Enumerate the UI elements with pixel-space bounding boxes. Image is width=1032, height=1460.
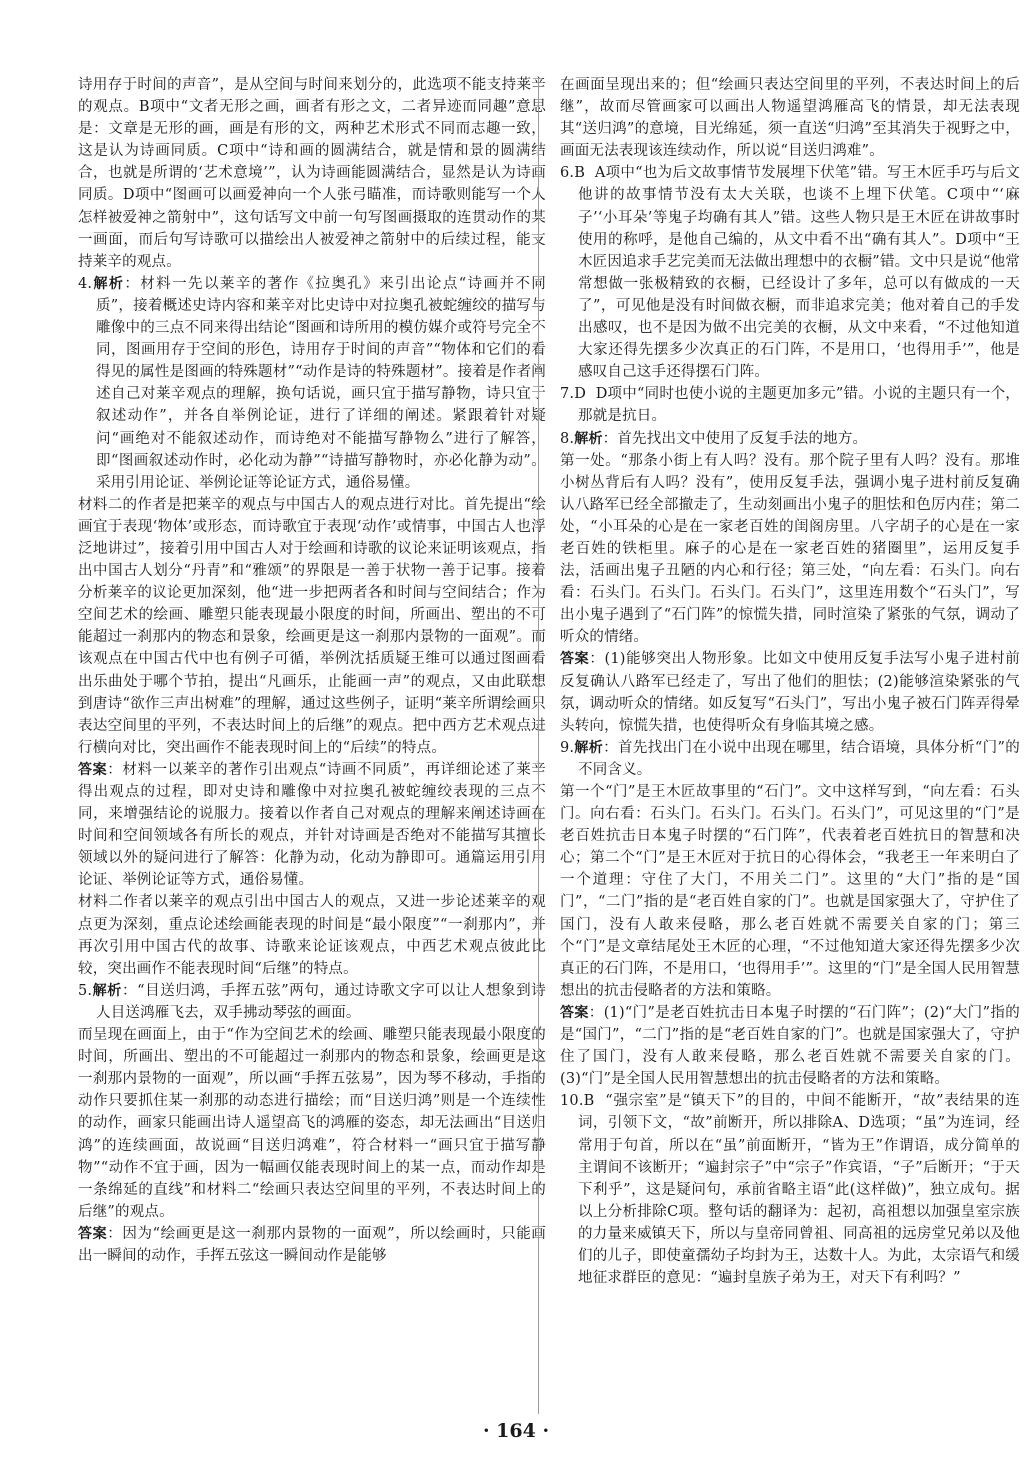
q8-answer — [560, 648, 1020, 736]
q4-analysis-text: ：材料一先以莱辛的著作《拉奥孔》来引出论点“诗画并不同质”，接着概述史诗内容和莱辛对比史诗中对拉奥孔被蛇缠绞的描写与雕像中的三点不同来得出结论“图画和诗所用的模仿媒介或符号完全不同，图画用存于空间的形色，诗用存于时间的声音”“物体和它们的看得见的属性是图画的特殊题材”“动作是诗的特殊题材”。接着是作者阐述自己对莱辛观点的理解，换句话说，画只宜于描写静物，诗只宜于叙述动作”，并各自举例论证，进行了详细的阐述。紧跟着针对疑问“画绝对不能叙述动作，而诗绝对不能描写静物么”进行了解答，即“图画叙述动作时，必化动为静”“诗描写静物时，亦必化静为动”。采用引用论证、举例论证等论证方式，通俗易懂。 — [96, 275, 546, 491]
q4-number: 4. — [78, 275, 93, 292]
q6-text: A项中“也为后文故事情节发展埋下伏笔”错。写王木匠手巧与后文他讲的故事情节没有太大关联，也谈不上埋下伏笔。C项中“‘麻子’‘小耳朵’等鬼子均确有其人”错。这些人物只是王木匠在讲故事时使用的称呼，是他自己编的，从文中看不出“确有其人”。D项中“王木匠因追求手艺完美而无法做出理想中的衣橱”错。文中只是说“他常常想做一张极精致的衣橱，已经设计了多年，总可以有做成的一天了”，可见他是没有时间做衣橱，而非追求完美；他对着自己的手发出感叹，也不是因为做不出完美的衣橱，从文中来看，“不过他知道大家还得先摆多少次真正的石门阵，不是用口，‘也得用手’”，他是感叹自己这手还得摆石门阵。 — [578, 165, 1020, 381]
q8-analysis — [560, 428, 1020, 450]
q10-number: 10.B — [560, 1093, 595, 1110]
q8-answer-label: 答案 — [560, 651, 590, 668]
q4-analysis — [78, 273, 546, 494]
q5-number: 5. — [78, 982, 93, 999]
q6-answer — [560, 162, 1020, 383]
q10-answer — [560, 1090, 1020, 1289]
q5-answer-label: 答案 — [78, 1225, 108, 1242]
right-column — [560, 74, 1020, 1289]
q9-answer-label: 答案 — [560, 1004, 589, 1021]
q7-answer — [560, 383, 1020, 427]
q4-analysis-label: 解析 — [92, 275, 125, 292]
q5-analysis-text: ：“目送归鸿，手挥五弦”两句，通过诗歌文字可以让人想象到诗人目送鸿雁飞去，双手拂动琴弦的画面。 — [96, 982, 547, 1021]
q5-analysis-label: 解析 — [92, 982, 122, 999]
q7-text: D项中“同时也使小说的主题更加多元”错。小说的主题只有一个，那就是抗日。 — [578, 386, 1021, 425]
q8-number: 8. — [560, 430, 575, 447]
q9-number: 9. — [560, 739, 575, 756]
q5-analysis — [78, 980, 546, 1024]
q5-answer-text: ：因为“绘画更是这一刹那内景物的一面观”，所以绘画时，只能画出一瞬间的动作，手挥五弦这一瞬间动作是能够 — [78, 1225, 546, 1264]
q7-number: 7.D — [560, 386, 587, 403]
q9-answer — [560, 1002, 1020, 1090]
q8-analysis-text: ：首先找出文中使用了反复手法的地方。 — [602, 430, 868, 447]
q3-analysis-continuation: 诗用存于时间的声音”，是从空间与时间来划分的，此选项不能支持莱辛的观点。B项中“文者无形之画，画者有形之文，二者异迹而同趣”意思是：文章是无形的画，画是有形的文，两种艺术形式不同而志趣一致，这是认为诗画同质。C项中“诗和画的圆满结合，就是情和景的圆满结合，也就是所谓的‘艺术意境’”，认为诗画能圆满结合，显然是认为诗画同质。D项中“图画可以画爱神向一个人张弓瞄准，而诗歌则能写一个人怎样被爱神之箭射中”，这句话写文中前一句写图画摄取的连贯动作的某一画面，而后句写诗歌可以描绘出人被爱神之箭射中的后续过程，能支持莱辛的观点。 — [78, 77, 546, 270]
q9-analysis-label: 解析 — [574, 739, 604, 756]
q5-analysis-detail: 而呈现在画面上，由于“作为空间艺术的绘画、雕塑只能表现最小限度的时间，所画出、塑出的不可能超过一刹那内的物态和景象，绘画更是这一刹那内景物的一面观”，所以画“手挥五弦易”，因为琴不移动，手指的动作只要抓住某一刹那的动态进行描绘；而“目送归鸿”则是一个连续性的动作，画家只能画出诗人遥望高飞的鸿雁的姿态，却无法画出“目送归鸿”的连续画面，故说画“目送归鸿难”，符合材料一“画只宜于描写静物”“动作不宜于画，因为一幅画仅能表现时间上的某一点，而动作却是一条绵延的直线”和材料二“绘画只表达空间里的平列，不表达时间上的后继”的观点。 — [78, 1027, 546, 1220]
q4-answer-material-two: 材料二作者以莱辛的观点引出中国古人的观点，又进一步论述莱辛的观点更为深刻，重点论述绘画能表现的时间是“最小限度”“一刹那内”，并再次引用中国古代的故事、诗歌来论证该观点，中西艺术观点彼此比较，突出画作不能表现时间“后继”的特点。 — [78, 894, 546, 977]
q9-analysis-text: ：首先找出门在小说中出现在哪里，结合语境，具体分析“门”的不同含义。 — [578, 739, 1020, 778]
q8-analysis-detail: 第一处。“那条小街上有人吗？没有。那个院子里有人吗？没有。那堆小树丛背后有人吗？没有”，使用反复手法，强调小鬼子进村前反复确认八路军已经全部撤走了，生动刻画出小鬼子的胆怯和色厉内荏；第二处，“小耳朵的心是在一家老百姓的闺阁房里。八字胡子的心是在一家老百姓的铁柜里。麻子的心是在一家老百姓的猪圈里”，运用反复手法，活画出鬼子丑陋的内心和行径；第三处，“向左看：石头门。向右看：石头门。石头门。石头门。石头门”，这里连用数个“石头门”，写出小鬼子遇到了“石门阵”的惊慌失措，同时渲染了紧张的气氛，调动了听众的情绪。 — [560, 452, 1020, 646]
q8-answer-text: ：(1)能够突出人物形象。比如文中使用反复手法写小鬼子进村前反复确认八路军已经走了，写出了他们的胆怯；(2)能够渲染紧张的气氛，调动听众的情绪。如反复写“石头门”，写出小鬼子被石门阵弄得晕头转向，惊慌失措，也使得听众有身临其境之感。 — [560, 651, 1020, 734]
q9-answer-text: ：(1)“门”是老百姓抗击日本鬼子时摆的“石门阵”；(2)“大门”指的是“国门”，“二门”指的是“老百姓自家的门”。也就是国家强大了，守护住了国门，没有人敢来侵略，那么老百姓就不需要关自家的门。(3)“门”是全国人民用智慧想出的抗击侵略者的方法和策略。 — [560, 1004, 1020, 1088]
q4-answer — [78, 759, 546, 892]
q9-analysis — [560, 737, 1020, 781]
q6-number: 6.B — [560, 165, 586, 182]
q5-answer-continuation: 在画面呈现出来的；但“绘画只表达空间里的平列，不表达时间上的后继”，故而尽管画家可以画出人物遥望鸿雁高飞的情景，却无法表现其“送归鸿”的意境，目光绵延，须一直送“归鸿”至其消失于视野之中，画面无法表现该连续动作，所以说“目送归鸿难”。 — [560, 77, 1020, 160]
page-number: · 164 · — [482, 1420, 550, 1442]
q9-analysis-detail: 第一个“门”是王木匠故事里的“石门”。文中这样写到，“向左看：石头门。向右看：石头门。石头门。石头门。石头门”，可见这里的“门”是老百姓抗击日本鬼子时摆的“石门阵”，代表着老百姓抗日的智慧和决心；第二个“门”是王木匠对于抗日的心得体会，“我老王一年来明白了一个道理：守住了大门，不用关二门”。这里的“大门”指的是“国门”，“二门”指的是“老百姓自家的门”。也就是国家强大了，守护住了国门，没有人敢来侵略，那么老百姓就不需要关自家的门；第三个“门”是文章结尾处王木匠的心理，“不过他知道大家还得先摆多少次真正的石门阵，不是用口，‘也得用手’”。这里的“门”是全国人民用智慧想出的抗击侵略者的方法和策略。 — [560, 784, 1020, 999]
q5-answer — [78, 1223, 546, 1267]
q4-answer-label: 答案 — [78, 761, 108, 778]
column-divider — [538, 78, 539, 1414]
q10-text: “强宗室”是“镇天下”的目的，中间不能断开，“故”表结果的连词，引领下文，“故”前断开，所以排除A、D选项；“虽”为连词，经常用于句首，所以在“虽”前面断开，“皆为王”作谓语，成分简单的主谓间不该断开；“遍封宗子”中“宗子”作宾语，“子”后断开；“于天下利乎”，这是疑问句，承前省略主语“此(这样做)”，独立成句。据以上分析排除C项。整句话的翻译为：起初，高祖想以加强皇室宗族的力量来威镇天下，所以与皇帝同曾祖、同高祖的远房堂兄弟以及他们的儿子，即使童孺幼子均封为王，达数十人。为此，太宗语气和缓地征求群臣的意见：“遍封皇族子弟为王，对天下有利吗？” — [578, 1093, 1020, 1287]
left-column — [78, 74, 546, 1267]
q8-analysis-label: 解析 — [574, 430, 603, 447]
q4-analysis-material-two: 材料二的作者是把莱辛的观点与中国古人的观点进行对比。首先提出“绘画宜于表现‘物体’或形态，而诗歌宜于表现‘动作’或情事，中国古人也浮泛地讲过”，接着引用中国古人对于绘画和诗歌的议论来证明该观点，指出中国古人划分“丹青”和“雅颂”的界限是一善于状物一善于记事。接着分析莱辛的议论更加深刻，他“进一步把两者各和时间与空间结合；作为空间艺术的绘画、雕塑只能表现最小限度的时间，所画出、塑出的不可能超过一刹那内的物态和景象，绘画更是这一刹那内景物的一面观”。而该观点在中国古代中也有例子可循，举例沈括质疑王维可以通过图画看出乐曲处于哪个节拍，提出“凡画乐，止能画一声”的观点，又由此联想到唐诗“欲作三声出树难”的理解，通过这些例子，证明“莱辛所谓绘画只表达空间里的平列，不表达时间上的后继”的观点。把中西方艺术观点进行横向对比，突出画作不能表现时间上的“后续”的特点。 — [78, 496, 546, 756]
q4-answer-text: ：材料一以莱辛的著作引出观点“诗画不同质”，再详细论述了莱辛得出观点的过程，即对史诗和雕像中对拉奥孔被蛇缠绞表现的三点不同，来增强结论的说服力。接着以作者自己对观点的理解来阐述诗画在时间和空间领域各有所长的观点，并针对诗画是否绝对不能描写其擅长领域以外的疑问进行了解答：化静为动，化动为静即可。通篇运用引用论证、举例论证等方式，通俗易懂。 — [78, 761, 546, 889]
